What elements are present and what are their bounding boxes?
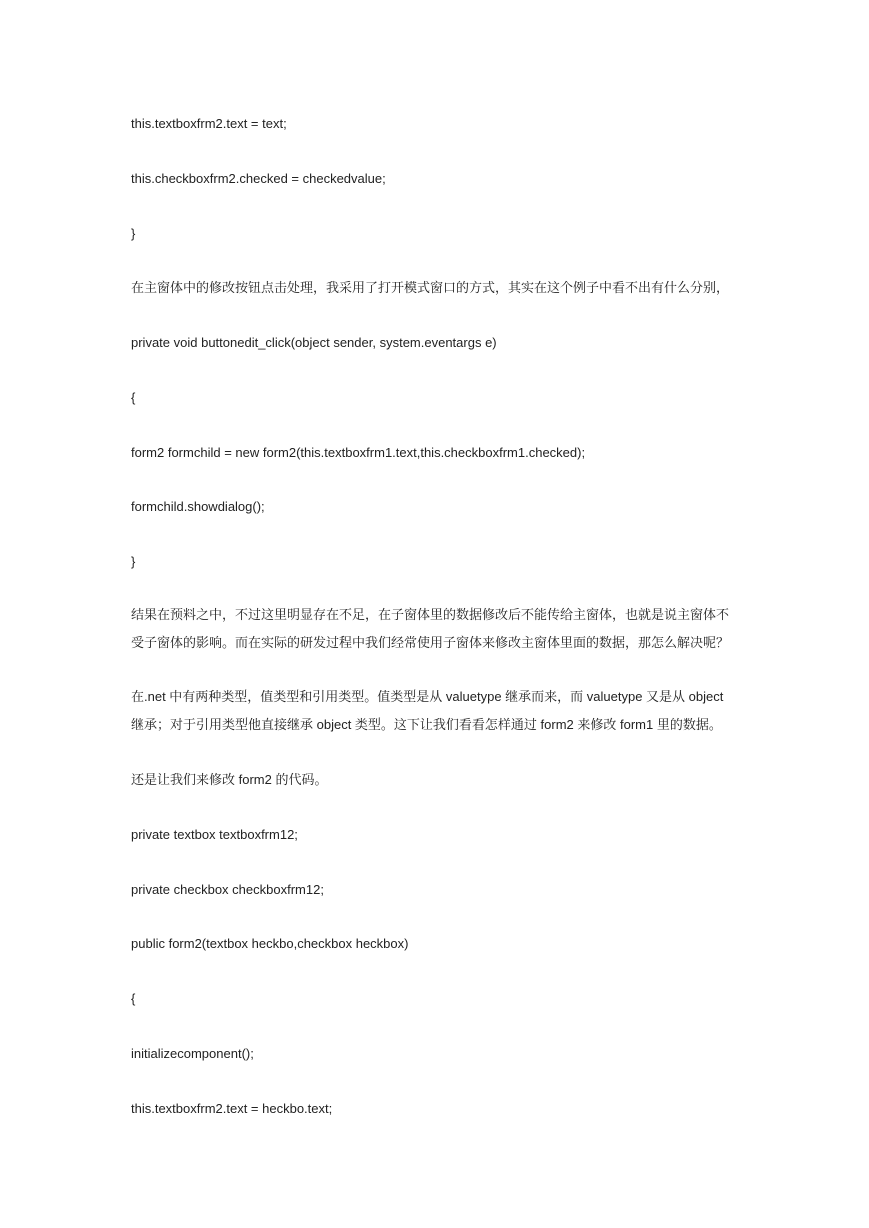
body-text-line: 结果在预料之中，不过这里明显存在不足，在子窗体里的数据修改后不能传给主窗体，也就是说主窗体不 — [131, 607, 730, 622]
body-text-line: 继承；对于引用类型他直接继承 object 类型。这下让我们看看怎样通过 form2 来修改 form1 里的数据。 — [131, 717, 722, 732]
body-paragraph — [131, 683, 741, 739]
code-line: } — [131, 226, 136, 241]
code-line: private textbox textboxfrm12; — [131, 827, 298, 842]
code-line: private checkbox checkboxfrm12; — [131, 882, 324, 897]
code-line: { — [131, 390, 136, 405]
code-line: public form2(textbox heckbo,checkbox heckbox) — [131, 936, 409, 951]
code-line: this.textboxfrm2.text = text; — [131, 116, 287, 131]
code-line: } — [131, 554, 136, 569]
code-line: private void buttonedit_click(object sender, system.eventargs e) — [131, 335, 497, 350]
code-line: this.textboxfrm2.text = heckbo.text; — [131, 1101, 333, 1116]
body-text-line: 在主窗体中的修改按钮点击处理，我采用了打开模式窗口的方式，其实在这个例子中看不出有什么分别， — [131, 280, 730, 295]
body-text-line: 受子窗体的影响。而在实际的研发过程中我们经常使用子窗体来修改主窗体里面的数据，那怎么解决呢？ — [131, 635, 730, 650]
body-text-line: 在.net 中有两种类型，值类型和引用类型。值类型是从 valuetype 继承而来，而 valuetype 又是从 object — [131, 689, 724, 704]
code-line: formchild.showdialog(); — [131, 499, 265, 514]
code-line: initializecomponent(); — [131, 1046, 254, 1061]
body-text-line: 还是让我们来修改 form2 的代码。 — [131, 772, 328, 787]
body-paragraph — [131, 601, 741, 657]
code-line: { — [131, 991, 136, 1006]
code-line: this.checkboxfrm2.checked = checkedvalue; — [131, 171, 386, 186]
code-line: form2 formchild = new form2(this.textboxfrm1.text,this.checkboxfrm1.checked); — [131, 445, 586, 460]
